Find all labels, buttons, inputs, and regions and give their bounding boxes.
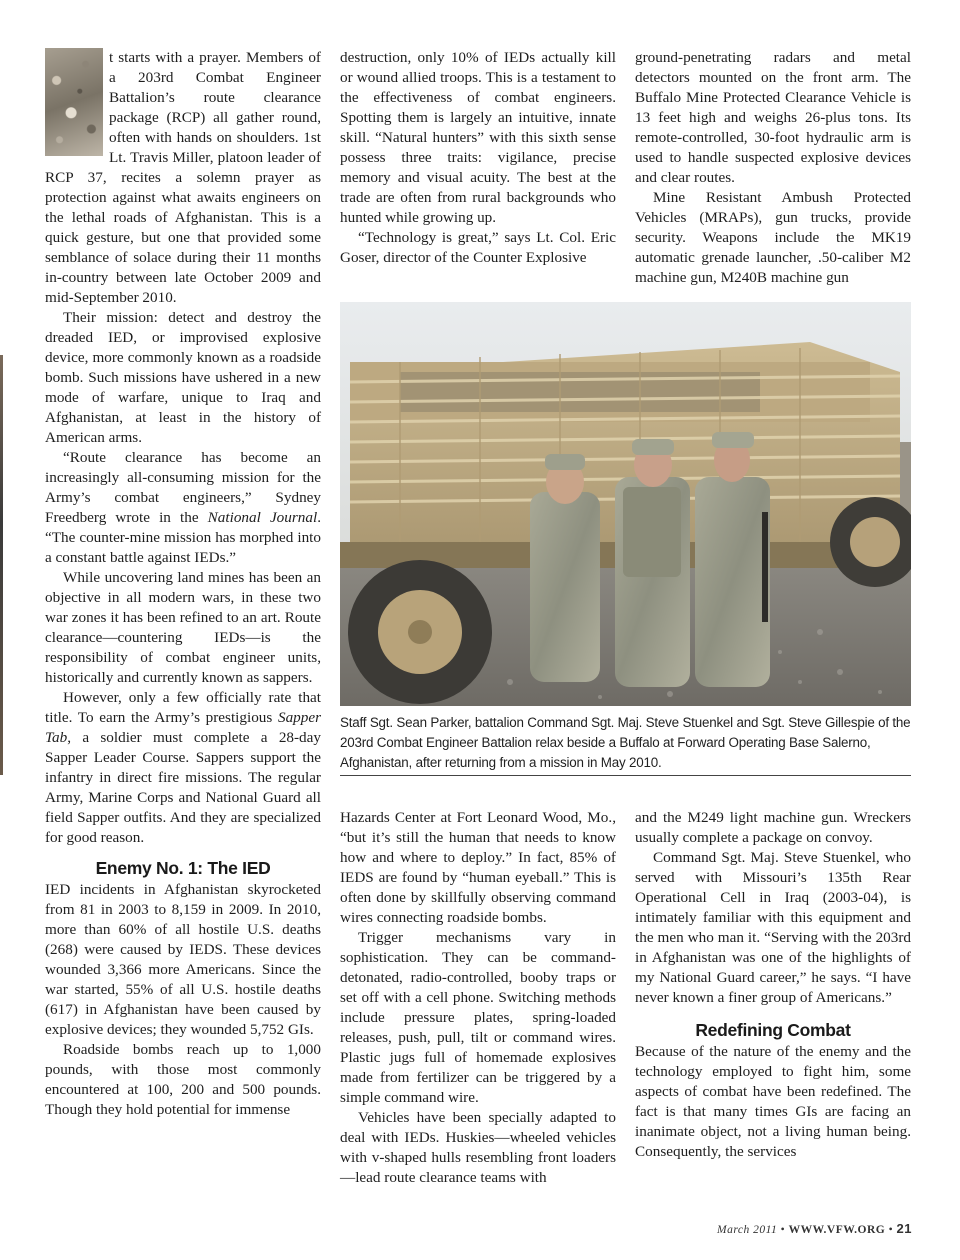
page-footer xyxy=(717,1221,912,1236)
article-column-3-top xyxy=(635,48,911,288)
footer-separator: • xyxy=(780,1224,786,1236)
paragraph: destruction, only 10% of IEDs actually kill or wound allied troops. This is a testament to the effectiveness of combat engineers. Spotting them is largely an intuitive, innate skill. “Natural hunters” with this sixth sense possess three traits: vigilance, precise memory and visual acuity. The best at the trade are often from rural backgrounds who hunted while growing up. xyxy=(340,49,616,226)
footer-separator: • xyxy=(888,1224,894,1236)
subheading-enemy-no-1: Enemy No. 1: The IED xyxy=(95,858,271,878)
paragraph: Mine Resistant Ambush Protected Vehicles (MRAPs), gun trucks, provide security. Weapons include the MK19 automatic grenade launcher, .50-caliber M2 machine gun, M240B machine gun xyxy=(635,189,911,286)
website-link[interactable]: WWW.VFW.ORG xyxy=(788,1224,886,1236)
page-number: 21 xyxy=(896,1221,912,1236)
paragraph: However, only a few officially rate that title. To earn the Army’s prestigious Sapper Tab, a soldier must complete a 28-day Sapper Leader Course. Sappers support the infantry in direct fire missions. The regular Army, Marine Corps and National Guard all field Sapper outfits. And they are specialized for good reason. xyxy=(45,689,321,846)
caption-divider xyxy=(340,775,911,776)
paragraph: Hazards Center at Fort Leonard Wood, Mo., “but it’s still the human that needs to know how and where to deploy.” In fact, 85% of IEDS are found by “human eyeball.” This is often done by skillfully observing command wires connecting roadside bombs. xyxy=(340,809,616,926)
paragraph: Their mission: detect and destroy the dreaded IED, or improvised explosive device, more commonly known as a roadside bomb. Such missions have ushered in a new mode of warfare, unique to Iraq and Afghanistan, at least in the history of American arms. xyxy=(45,309,321,446)
paragraph: Roadside bombs reach up to 1,000 pounds, with those most commonly encountered at 100, 200 and 500 pounds. Though they hold potential for immense xyxy=(45,1041,321,1118)
article-column-1 xyxy=(45,48,321,1120)
photo-caption: Staff Sgt. Sean Parker, battalion Command Sgt. Maj. Steve Stuenkel and Sgt. Steve Gillespie of the 203rd Combat Engineer Battalion relax beside a Buffalo at Forward Operating Base Salerno, Afghanistan, after returning from a mission in May 2010. xyxy=(340,715,911,770)
opening-paragraph: t starts with a prayer. Members of a 203rd Combat Engineer Battalion’s route clearance package (RCP) all gather round, often with hands on shoulders. 1st Lt. Travis Miller, platoon leader of RCP 37, recites a solemn prayer as protection against what awaits engineers on the lethal roads of Afghanistan. This is a quick gesture, but one that provided some semblance of solace during their 11 months in-country between late October 2009 and mid-September 2010. xyxy=(45,49,321,306)
dropcap-photo-initial xyxy=(45,48,103,156)
paragraph: Trigger mechanisms vary in sophistication. They can be command-detonated, radio-controlled, booby traps or set off with a cell phone. Switching methods include pressure plates, spring-loaded releases, push, pull, tilt or command wires. Plastic jugs full of homemade explosives made from fertilizer can be triggered by a simple command wire. xyxy=(340,929,616,1106)
paragraph: and the M249 light machine gun. Wreckers usually complete a package on convoy. xyxy=(635,809,911,846)
article-column-2-top xyxy=(340,48,616,268)
page-edge-mark xyxy=(0,355,3,775)
paragraph: “Technology is great,” says Lt. Col. Eric Goser, director of the Counter Explosive xyxy=(340,229,616,266)
photo-illustration xyxy=(340,302,911,706)
article-column-2-bottom xyxy=(340,808,616,1188)
paragraph: Vehicles have been specially adapted to deal with IEDs. Huskies—wheeled vehicles with v-shaped hulls resembling front loaders—lead route clearance teams with xyxy=(340,1109,616,1186)
soldiers-group xyxy=(530,432,770,687)
paragraph: Command Sgt. Maj. Steve Stuenkel, who served with Missouri’s 135th Rear Operational Cell in Iraq (2003-04), is intimately familiar with this equipment and the men who man it. “Serving with the 203rd in Afghanistan was one of the highlights of my National Guard career,” he says. “I have never known a finer group of Americans.” xyxy=(635,849,911,1006)
buffalo-vehicle-photo xyxy=(340,302,911,706)
paragraph: Because of the nature of the enemy and the technology employed to fight him, some aspects of combat have been redefined. The fact is that many times GIs are facing an inanimate object, not a living human being. Consequently, the services xyxy=(635,1043,911,1160)
paragraph: IED incidents in Afghanistan skyrocketed from 81 in 2003 to 8,159 in 2009. In 2010, more than 60% of all hostile U.S. deaths (268) were caused by IEDS. These devices wounded 3,366 more Americans. Since the war started, 55% of all U.S. hostile deaths (617) in Afghanistan have been caused by explosive devices; they wounded 5,752 GIs. xyxy=(45,881,321,1038)
article-column-3-bottom xyxy=(635,808,911,1162)
paragraph: ground-penetrating radars and metal detectors mounted on the front arm. The Buffalo Mine Protected Clearance Vehicle is 13 feet high and weighs 26-plus tons. Its remote-controlled, 30-foot hydraulic arm is used to handle suspected explosive devices and clear routes. xyxy=(635,49,911,186)
paragraph: While uncovering land mines has been an objective in all modern wars, in these two war zones it has been refined to an art. Route clearance—countering IEDs—is the responsibility of combat engineer units, historically and currently known as sappers. xyxy=(45,569,321,686)
paragraph: “Route clearance has become an increasingly all-consuming mission for the Army’s combat engineers,” Sydney Freedberg wrote in the National Journal. “The counter-mine mission has morphed into a constant battle against IEDs.” xyxy=(45,449,321,566)
issue-date: March 2011 xyxy=(717,1224,778,1236)
subheading-redefining-combat: Redefining Combat xyxy=(695,1020,851,1040)
